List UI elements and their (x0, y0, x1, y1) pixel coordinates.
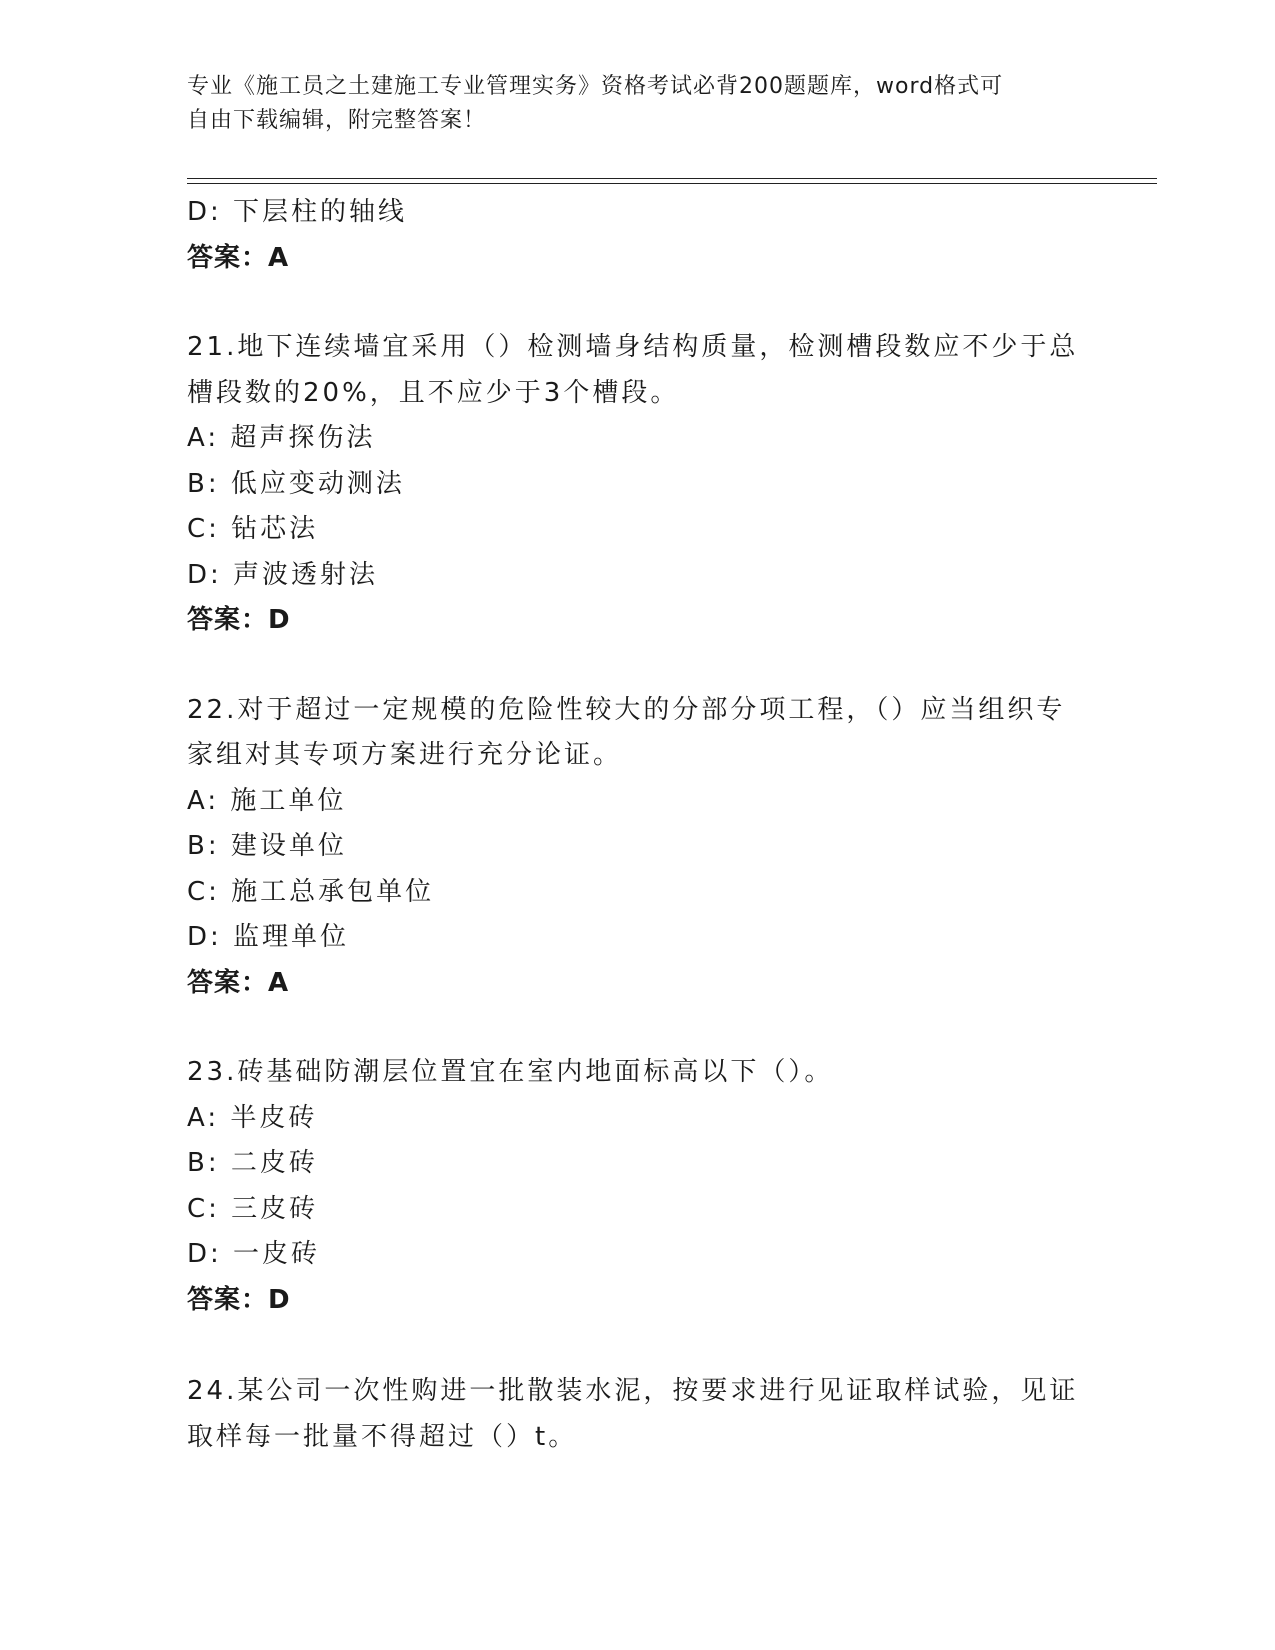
answer: 答案：A (187, 967, 290, 998)
question-text: 取样每一批量不得超过（）t。 (187, 1421, 578, 1452)
document-header (187, 70, 1087, 138)
option-a: A: 超声探伤法 (187, 423, 376, 453)
option-c: C: 钻芯法 (187, 514, 319, 544)
option-d: D: 监理单位 (187, 922, 350, 952)
question-24 (187, 1369, 1087, 1460)
document-body (187, 190, 1087, 1460)
question-text: 21.地下连续墙宜采用（）检测墙身结构质量，检测槽段数应不少于总 (187, 332, 1079, 362)
question-22 (187, 688, 1087, 1007)
question-text: 22.对于超过一定规模的危险性较大的分部分项工程，（）应当组织专 (187, 694, 1066, 725)
header-line-2: 自由下载编辑，附完整答案！ (187, 108, 487, 133)
question-text: 槽段数的20%，且不应少于3个槽段。 (187, 377, 680, 408)
answer: 答案：D (187, 605, 291, 635)
question-23 (187, 1050, 1087, 1323)
question-text: 24.某公司一次性购进一批散装水泥，按要求进行见证取样试验，见证 (187, 1376, 1079, 1406)
option-c: C: 三皮砖 (187, 1193, 319, 1224)
option-d: D: 声波透射法 (187, 559, 379, 590)
question-text: 23.砖基础防潮层位置宜在室内地面标高以下（）。 (187, 1057, 834, 1087)
option-b: B: 二皮砖 (187, 1148, 318, 1178)
option-b: B: 建设单位 (187, 831, 347, 861)
option-d: D: 一皮砖 (187, 1239, 321, 1269)
option-b: B: 低应变动测法 (187, 468, 405, 499)
answer: 答案：A (187, 242, 290, 273)
header-line-1: 专业《施工员之土建施工专业管理实务》资格考试必背200题题库，word格式可 (187, 74, 1004, 99)
answer: 答案：D (187, 1284, 291, 1315)
option-c: C: 施工总承包单位 (187, 876, 435, 907)
header-divider-top (187, 178, 1157, 179)
question-text: 家组对其专项方案进行充分论证。 (187, 740, 623, 770)
option-d: D: 下层柱的轴线 (187, 197, 408, 227)
option-a: A: 半皮砖 (187, 1102, 318, 1133)
question-21 (187, 325, 1087, 644)
header-divider-bottom (187, 183, 1157, 184)
option-a: A: 施工单位 (187, 785, 347, 816)
